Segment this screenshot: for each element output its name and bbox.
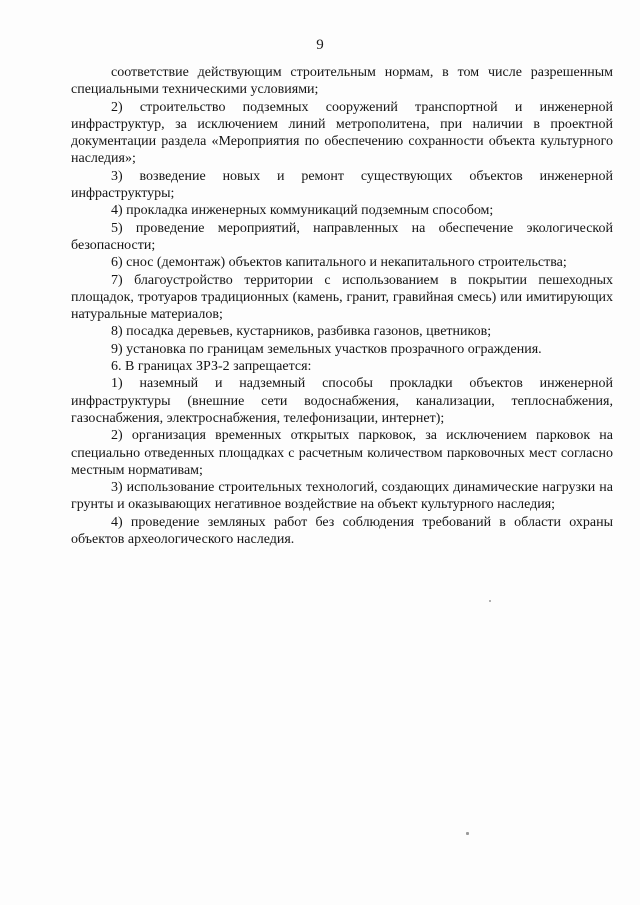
list-item-8: 8) посадка деревьев, кустарников, разбивка газонов, цветников; xyxy=(111,324,492,340)
list-item-3: 3) возведение новых и ремонт существующих объектов инженерной инфраструктуры; xyxy=(71,168,613,202)
scan-speck xyxy=(489,600,491,602)
list-item-7: 7) благоустройство территории с использованием в покрытии пешеходных площадок, тротуаров традиционных (камень, гранит, гравийная смесь) или имитирующих натуральные материалов; xyxy=(71,272,613,323)
list-item-2: 2) строительство подземных сооружений транспортной и инженерной инфраструктур, за исключением линий метрополитена, при наличии в проектной документации раздела «Мероприятия по обеспечению сохранности объекта культурного наследия»; xyxy=(71,99,613,167)
prohibited-item-3: 3) использование строительных технологий, создающих динамические нагрузки на грунты и оказывающих негативное воздействие на объект культурного наследия; xyxy=(71,480,613,513)
prohibited-item-2: 2) организация временных открытых парковок, за исключением парковок на специально отведенных площадках с расчетным количеством парковочных мест согласно местным нормативам; xyxy=(71,428,613,478)
prohibited-item-1: 1) наземный и надземный способы прокладки объектов инженерной инфраструктуры (внешние сети водоснабжения, канализации, теплоснабжения, газоснабжения, электроснабжения, телефонизации, интернет); xyxy=(71,376,613,426)
list-item-6: 6) снос (демонтаж) объектов капитального и некапитального строительства; xyxy=(111,255,567,271)
section-heading-6: 6. В границах ЗРЗ-2 запрещается: xyxy=(111,359,312,375)
prohibited-item-4: 4) проведение земляных работ без соблюдения требований в области охраны объектов археологического наследия. xyxy=(71,514,613,548)
scan-speck xyxy=(466,832,469,835)
list-item-4: 4) прокладка инженерных коммуникаций подземным способом; xyxy=(111,203,494,219)
paragraph-continuation: соответствие действующим строительным нормам, в том числе разрешенным специальными техническими условиями; xyxy=(71,65,613,98)
list-item-5: 5) проведение мероприятий, направленных на обеспечение экологической безопасности; xyxy=(71,220,613,253)
document-body xyxy=(71,64,613,548)
list-item-9: 9) установка по границам земельных участков прозрачного ограждения. xyxy=(111,341,542,357)
page-number: 9 xyxy=(316,37,324,53)
